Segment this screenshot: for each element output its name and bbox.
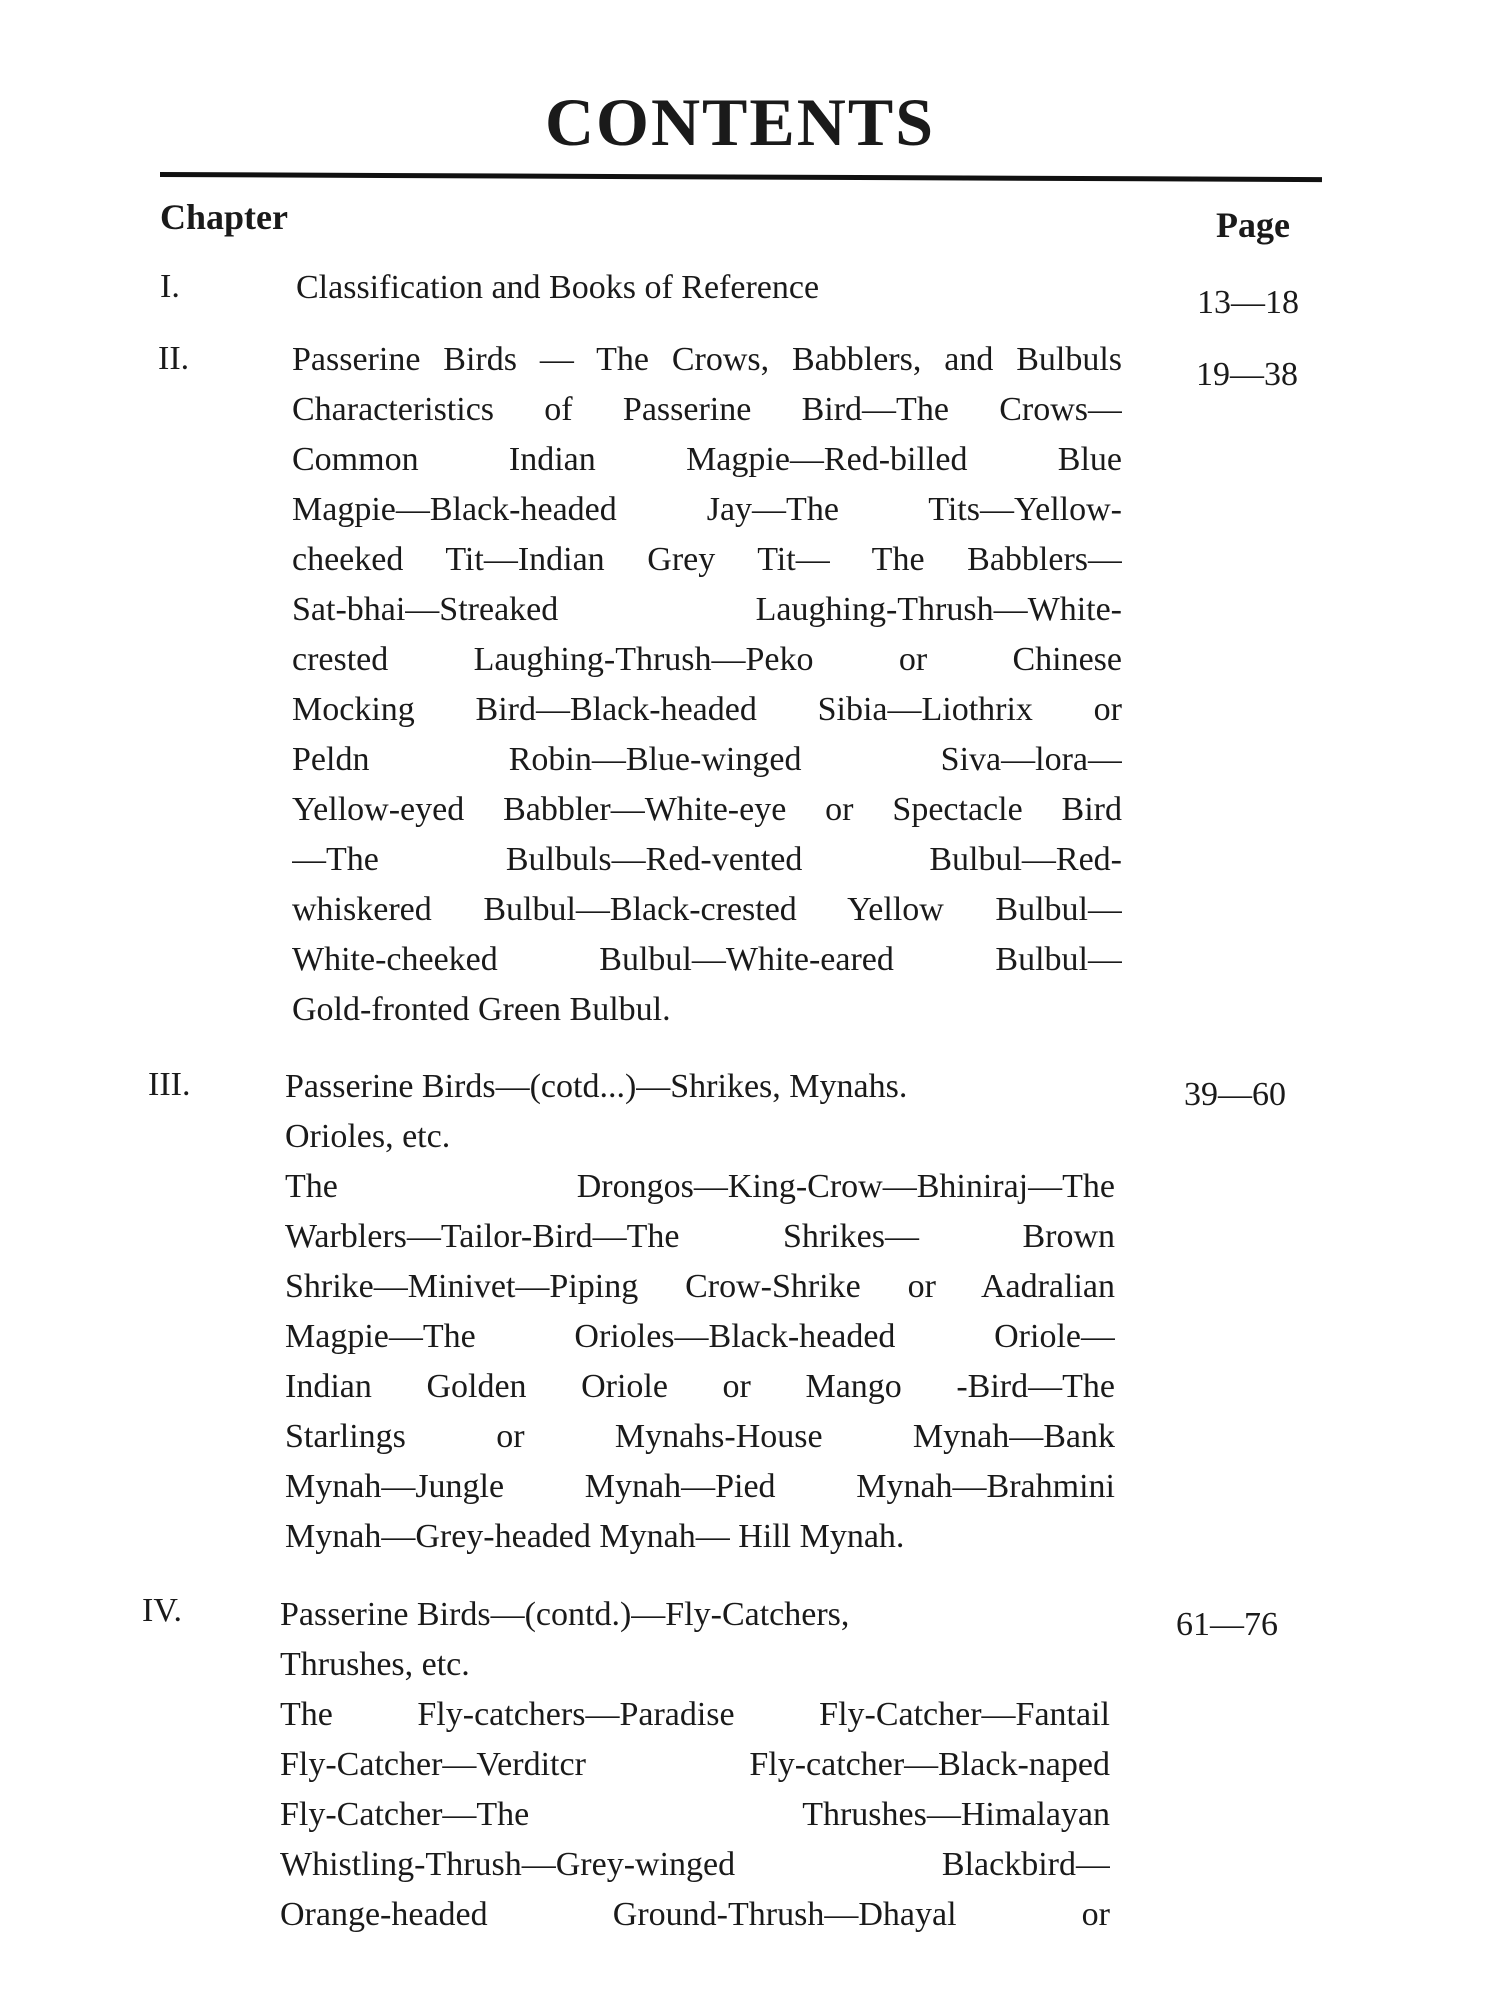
description-line: Classification and Books of Reference <box>296 269 820 306</box>
page-range: 39—60 <box>1184 1076 1286 1113</box>
description-line: Fly-Catcher—Verditcr Fly-catcher—Black-naped <box>280 1746 1110 1783</box>
description-line: Shrike—Minivet—Piping Crow-Shrike or Aadralian <box>285 1268 1115 1305</box>
description-line: Common Indian Magpie—Red-billed Blue <box>292 441 1122 478</box>
title-divider <box>160 172 1322 182</box>
description-line: Orioles, etc. <box>285 1118 451 1155</box>
description-line: Mynah—Grey-headed Mynah— Hill Mynah. <box>285 1518 905 1555</box>
description-line: Mynah—Jungle Mynah—Pied Mynah—Brahmini <box>285 1468 1115 1505</box>
description-line: Orange-headed Ground-Thrush—Dhayal or <box>280 1896 1110 1933</box>
description-line: Passerine Birds — The Crows, Babblers, and Bulbuls <box>292 341 1122 378</box>
description-line: Starlings or Mynahs-House Mynah—Bank <box>285 1418 1115 1455</box>
chapter-description <box>285 1062 1115 1562</box>
chapter-number: III. <box>148 1066 191 1103</box>
description-line: Indian Golden Oriole or Mango -Bird—The <box>285 1368 1115 1405</box>
description-line: Peldn Robin—Blue-winged Siva—lora— <box>292 741 1122 778</box>
description-line: Gold-fronted Green Bulbul. <box>292 991 671 1028</box>
page-column-header: Page <box>1216 205 1290 245</box>
description-line: White-cheeked Bulbul—White-eared Bulbul— <box>292 941 1122 978</box>
chapter-number: I. <box>160 268 180 305</box>
description-line: Sat-bhai—Streaked Laughing-Thrush—White- <box>292 591 1122 628</box>
chapter-description <box>296 263 1126 313</box>
description-line: —The Bulbuls—Red-vented Bulbul—Red- <box>292 841 1122 878</box>
description-line: Magpie—Black-headed Jay—The Tits—Yellow- <box>292 491 1122 528</box>
description-line: Passerine Birds—(contd.)—Fly-Catchers, <box>280 1596 850 1633</box>
description-line: Fly-Catcher—The Thrushes—Himalayan <box>280 1796 1110 1833</box>
page-range: 13—18 <box>1197 284 1299 321</box>
description-line: Passerine Birds—(cotd...)—Shrikes, Mynahs. <box>285 1068 908 1105</box>
page-range: 19—38 <box>1196 356 1298 393</box>
page-title: CONTENTS <box>544 84 936 160</box>
description-line: The Drongos—King-Crow—Bhiniraj—The <box>285 1168 1115 1205</box>
chapter-column-header: Chapter <box>160 197 288 237</box>
description-line: Mocking Bird—Black-headed Sibia—Liothrix or <box>292 691 1122 728</box>
chapter-number: IV. <box>142 1592 182 1629</box>
page-range: 61—76 <box>1176 1606 1278 1643</box>
description-line: Thrushes, etc. <box>280 1646 470 1683</box>
description-line: cheeked Tit—Indian Grey Tit— The Babblers— <box>292 541 1122 578</box>
description-line: crested Laughing-Thrush—Peko or Chinese <box>292 641 1122 678</box>
description-line: Whistling-Thrush—Grey-winged Blackbird— <box>280 1846 1110 1883</box>
description-line: Warblers—Tailor-Bird—The Shrikes— Brown <box>285 1218 1115 1255</box>
chapter-description <box>292 335 1122 1035</box>
description-line: The Fly-catchers—Paradise Fly-Catcher—Fantail <box>280 1696 1110 1733</box>
description-line: Yellow-eyed Babbler—White-eye or Spectacle Bird <box>292 791 1122 828</box>
description-line: Magpie—The Orioles—Black-headed Oriole— <box>285 1318 1115 1355</box>
description-line: whiskered Bulbul—Black-crested Yellow Bulbul— <box>292 891 1122 928</box>
chapter-description <box>280 1590 1110 1940</box>
description-line: Characteristics of Passerine Bird—The Crows— <box>292 391 1122 428</box>
chapter-number: II. <box>158 340 190 377</box>
